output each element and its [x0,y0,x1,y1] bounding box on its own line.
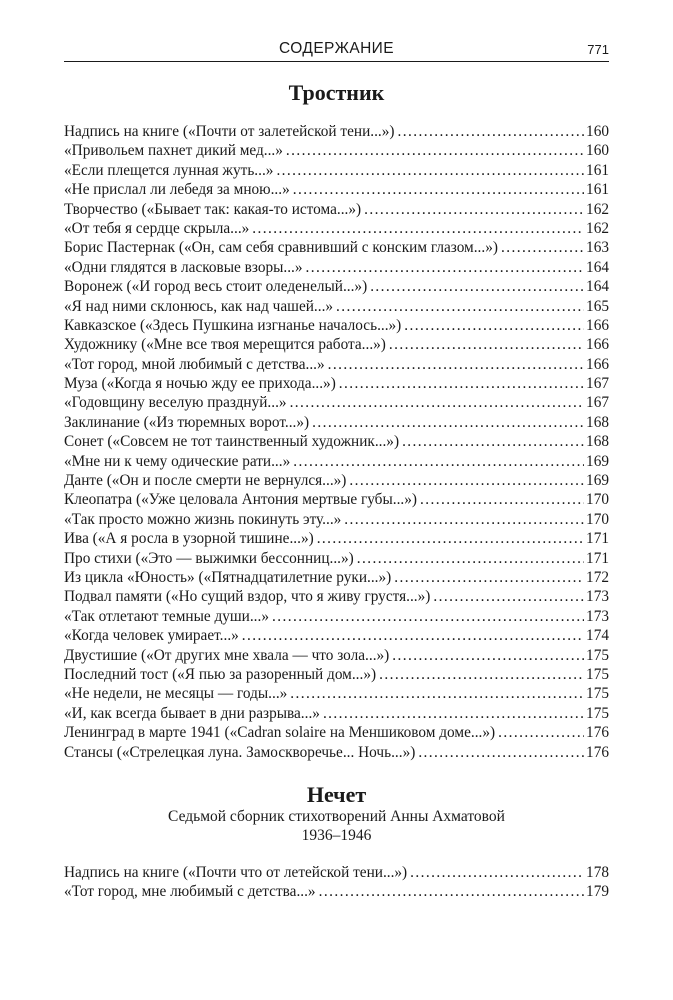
toc-entry [64,452,609,471]
dot-leader [239,626,584,645]
toc-entry-page: 176 [586,724,609,742]
toc-entry-page: 166 [586,355,609,373]
toc-entry-title: Из цикла «Юность» («Пятнадцатилетние руки...») [64,568,392,586]
dot-leader [399,432,584,451]
toc-entry [64,549,609,568]
toc-entry [64,568,609,587]
dot-leader [290,180,584,199]
toc-entry [64,490,609,509]
dot-leader [287,684,584,703]
toc-entry-title: Сонет («Совсем не тот таинственный художник...») [64,433,400,451]
toc-entry-title: Про стихи («Это — выжимки бессонниц...») [64,549,354,567]
toc-entry-page: 167 [586,375,609,393]
dot-leader [415,743,584,762]
toc-entry-page: 167 [586,394,609,412]
toc-entry-page: 162 [586,219,609,237]
toc-entry-page: 161 [586,181,609,199]
toc-entry [64,704,609,723]
toc-entry-title: «Тот город, мне любимый с детства...» [64,883,316,901]
toc-entry [64,413,609,432]
toc-entry-page: 178 [586,864,609,881]
dot-leader [316,882,584,901]
toc-entry-page: 161 [586,161,609,179]
dot-leader [394,122,584,141]
section-years: 1936–1946 [301,827,372,844]
dot-leader [391,568,584,587]
dot-leader [354,549,584,568]
toc-entry-page: 175 [586,665,609,683]
toc-entry-title: Двустишие («От других мне хвала — что зола...») [64,646,390,664]
dot-leader [273,161,584,180]
toc-entry-title: Ленинград в марте 1941 («Cadran solaire на Меншиковом доме...») [64,724,496,742]
toc-entry-page: 160 [586,123,609,140]
dot-leader [389,646,584,665]
toc-entry-title: «Если плещется лунная жуть...» [64,161,274,179]
toc-entry-title: «Одни глядятся в ласковые взоры...» [64,258,303,276]
header-title: СОДЕРЖАНИЕ [279,40,394,57]
toc-entry [64,355,609,374]
dot-leader [283,141,584,160]
dot-leader [287,393,584,412]
section-title-trostnik: Тростник [288,80,385,105]
toc-entry [64,316,609,335]
dot-leader [401,316,584,335]
dot-leader [309,413,584,432]
toc-entry-title: Данте («Он и после смерти не вернулся...») [64,472,347,490]
toc-entry-title: «От тебя я сердце скрыла...» [64,219,250,237]
toc-entry-title: «Привольем пахнет дикий мед...» [64,142,283,160]
dot-leader [495,723,584,742]
toc-entry [64,529,609,548]
toc-entry [64,432,609,451]
toc-entry-page: 166 [586,316,609,334]
toc-entry [64,646,609,665]
toc-entry-page: 173 [586,607,609,625]
toc-entry-title: Муза («Когда я ночью жду ее прихода...») [64,375,336,393]
toc-entry-title: «Я над ними склонюсь, как над чашей...» [64,297,334,315]
toc-entry [64,587,609,606]
toc-entry-page: 173 [586,588,609,606]
toc-entry-page: 171 [586,530,609,548]
toc-entry [64,510,609,529]
toc-entry-page: 168 [586,413,609,431]
toc-entry-page: 165 [586,297,609,315]
toc-entry-page: 169 [586,472,609,490]
toc-entry-title: Надпись на книге («Почти от залетейской тени...») [64,123,395,140]
toc-list-trostnik [64,122,609,762]
toc-entry [64,393,609,412]
toc-entry [64,297,609,316]
toc-entry [64,626,609,645]
dot-leader [325,355,584,374]
toc-entry-page: 171 [586,549,609,567]
toc-entry [64,277,609,296]
toc-entry-title: Последний тост («Я пью за разоренный дом...») [64,665,377,683]
toc-entry-title: Кавказское («Здесь Пушкина изгнанье началось...») [64,316,402,334]
toc-entry [64,607,609,626]
dot-leader [249,219,584,238]
toc-entry-title: «И, как всегда бывает в дни разрыва...» [64,704,320,722]
toc-entry [64,200,609,219]
toc-entry [64,180,609,199]
dot-leader [290,452,584,471]
toc-entry-page: 172 [586,568,609,586]
toc-entry-title: «Не недели, не месяцы — годы...» [64,685,288,703]
toc-entry [64,863,609,882]
dot-leader [417,490,584,509]
toc-entry [64,684,609,703]
toc-entry [64,141,609,160]
toc-entry-title: «Не прислал ли лебедя за мною...» [64,181,290,199]
toc-entry-title: Борис Пастернак («Он, сам себя сравнивший с конским глазом...») [64,239,498,257]
toc-entry-page: 163 [586,239,609,257]
toc-entry-page: 164 [586,278,609,296]
toc-entry-page: 162 [586,200,609,218]
dot-leader [269,607,584,626]
dot-leader [498,238,584,257]
toc-entry-page: 179 [586,883,609,901]
toc-entry [64,665,609,684]
dot-leader [430,587,584,606]
dot-leader [320,704,584,723]
dot-leader [336,374,584,393]
toc-entry-title: «Когда человек умирает...» [64,627,239,645]
dot-leader [361,200,584,219]
toc-entry-title: Подвал памяти («Но сущий вздор, что я живу грустя...») [64,588,431,606]
dot-leader [346,471,584,490]
toc-entry-page: 160 [586,142,609,160]
toc-entry [64,258,609,277]
toc-entry-page: 175 [586,685,609,703]
toc-entry-title: Воронеж («И город весь стоит оледенелый...») [64,278,368,296]
toc-entry-page: 168 [586,433,609,451]
dot-leader [333,297,584,316]
toc-entry-title: «Так отлетают темные души...» [64,607,269,625]
toc-entry-page: 164 [586,258,609,276]
running-header [64,39,609,62]
toc-entry [64,122,609,141]
dot-leader [314,529,584,548]
toc-entry-title: «Тот город, мной любимый с детства...» [64,355,325,373]
toc-list-nechet [64,863,609,902]
dot-leader [407,863,584,882]
toc-entry-page: 166 [586,336,609,354]
dot-leader [367,277,584,296]
section-subtitle: Седьмой сборник стихотворений Анны Ахматовой [168,808,505,825]
toc-entry-title: Стансы («Стрелецкая луна. Замоскворечье... Ночь...») [64,743,416,761]
toc-entry [64,238,609,257]
toc-entry [64,471,609,490]
dot-leader [386,335,584,354]
toc-entry-title: Надпись на книге («Почти что от летейской тени...») [64,864,408,881]
toc-entry [64,374,609,393]
toc-entry-page: 175 [586,704,609,722]
toc-entry-title: «Годовщину веселую празднуй...» [64,394,287,412]
toc-entry [64,219,609,238]
toc-entry-title: Художнику («Мне все твоя мерещится работа...») [64,336,386,354]
toc-entry [64,723,609,742]
toc-entry-title: Заклинание («Из тюремных ворот...») [64,413,310,431]
toc-entry [64,882,609,901]
toc-entry-title: «Мне ни к чему одические рати...» [64,452,291,470]
toc-entry [64,743,609,762]
toc-entry-title: «Так просто можно жизнь покинуть эту...» [64,510,342,528]
toc-entry-page: 170 [586,491,609,509]
toc-entry-page: 169 [586,452,609,470]
toc-entry [64,335,609,354]
toc-entry-page: 170 [586,510,609,528]
dot-leader [341,510,584,529]
section-title-nechet: Нечет [306,782,367,807]
toc-entry-title: Творчество («Бывает так: какая-то истома...») [64,200,362,218]
toc-entry-page: 175 [586,646,609,664]
toc-entry-page: 174 [586,627,609,645]
toc-entry-page: 176 [586,743,609,761]
dot-leader [376,665,584,684]
toc-entry [64,161,609,180]
page-number: 771 [587,42,609,57]
toc-entry-title: Ива («А я росла в узорной тишине...») [64,530,314,548]
toc-entry-title: Клеопатра («Уже целовала Антония мертвые губы...») [64,491,417,509]
dot-leader [303,258,585,277]
